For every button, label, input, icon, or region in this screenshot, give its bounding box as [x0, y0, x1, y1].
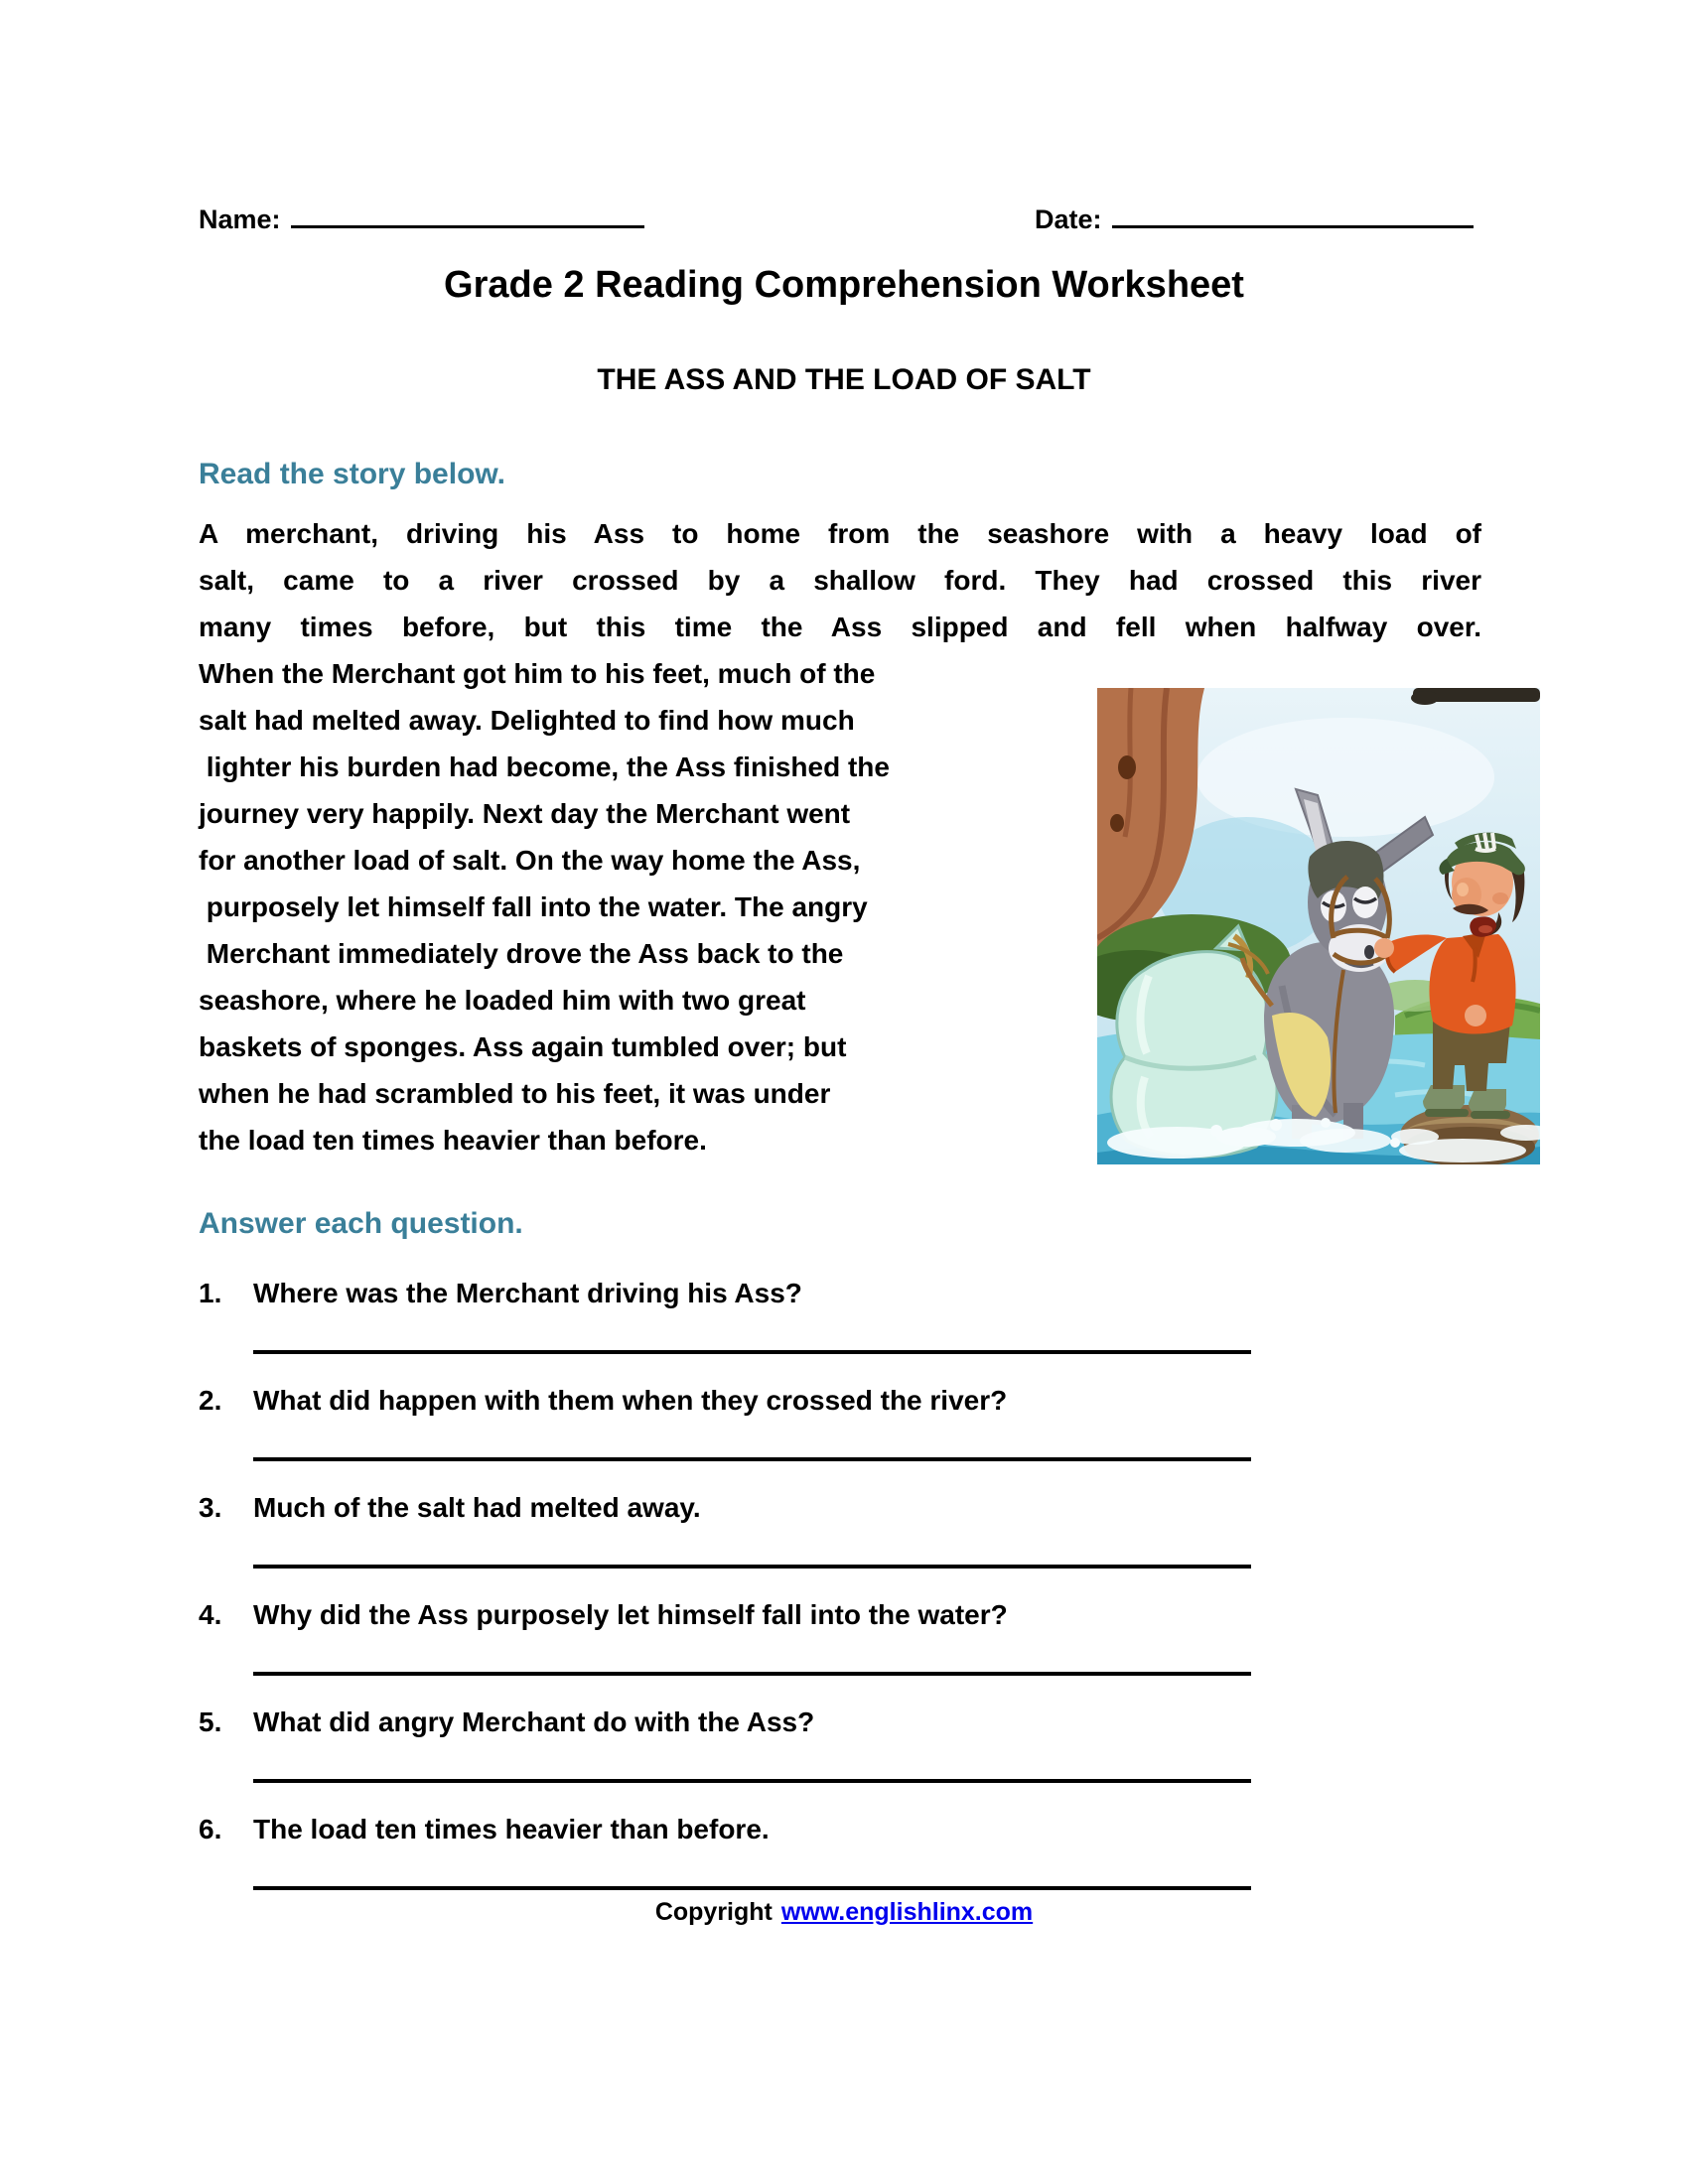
story-line: salt, came to a river crossed by a shallow ford. They had crossed this river	[199, 565, 1481, 596]
story-lines-full	[199, 510, 1481, 650]
story-line: for another load of salt. On the way home the Ass,	[199, 845, 861, 876]
question-item	[199, 1381, 1481, 1488]
read-story-instruction: Read the story below.	[199, 458, 505, 490]
answer-line	[253, 1672, 1251, 1676]
answer-questions-instruction: Answer each question.	[199, 1207, 523, 1240]
questions-list	[199, 1274, 1481, 1917]
question-number: 1.	[199, 1278, 222, 1308]
story-line: salt had melted away. Delighted to find how much	[199, 705, 855, 736]
name-field	[199, 202, 644, 235]
question-number: 6.	[199, 1814, 222, 1844]
story-line: lighter his burden had become, the Ass finished the	[199, 751, 890, 782]
copyright-label: Copyright	[654, 1898, 773, 1926]
footer	[0, 1898, 1688, 1927]
story-line: baskets of sponges. Ass again tumbled over; but	[199, 1031, 847, 1062]
date-blank-line	[1112, 202, 1474, 228]
question-number: 2.	[199, 1385, 222, 1416]
question-text: The load ten times heavier than before.	[253, 1814, 770, 1844]
answer-line	[253, 1565, 1251, 1569]
answer-line	[253, 1350, 1251, 1354]
answer-line	[253, 1886, 1251, 1890]
question-text: What did happen with them when they crossed the river?	[253, 1385, 1008, 1416]
story-line: A merchant, driving his Ass to home from the seashore with a heavy load of	[199, 518, 1481, 549]
copyright-link[interactable]: www.englishlinx.com	[780, 1898, 1034, 1926]
question-item	[199, 1488, 1481, 1595]
story-line: seashore, where he loaded him with two great	[199, 985, 806, 1016]
question-number: 3.	[199, 1492, 222, 1523]
header	[199, 202, 1481, 245]
date-label: Date:	[1035, 205, 1102, 234]
question-text: Where was the Merchant driving his Ass?	[253, 1278, 802, 1308]
story-title: THE ASS AND THE LOAD OF SALT	[597, 363, 1091, 396]
story-line: when he had scrambled to his feet, it was under	[199, 1078, 831, 1109]
story-line: When the Merchant got him to his feet, much of the	[199, 658, 876, 689]
page-title: Grade 2 Reading Comprehension Worksheet	[444, 264, 1244, 306]
name-blank-line	[291, 202, 644, 228]
question-item	[199, 1595, 1481, 1703]
question-number: 5.	[199, 1706, 222, 1737]
story-line: purposely let himself fall into the water. The angry	[199, 891, 868, 922]
story-line: Merchant immediately drove the Ass back to the	[199, 938, 844, 969]
question-item	[199, 1274, 1481, 1381]
date-field	[1035, 202, 1474, 235]
hat-buckle	[1476, 833, 1495, 851]
story-line: the load ten times heavier than before.	[199, 1125, 707, 1156]
answer-line	[253, 1457, 1251, 1461]
question-text: Much of the salt had melted away.	[253, 1492, 701, 1523]
story-line: many times before, but this time the Ass slipped and fell when halfway over.	[199, 612, 1481, 642]
question-text: What did angry Merchant do with the Ass?	[253, 1706, 815, 1737]
name-label: Name:	[199, 205, 281, 234]
story-line: journey very happily. Next day the Merchant went	[199, 798, 851, 829]
question-number: 4.	[199, 1599, 222, 1630]
question-text: Why did the Ass purposely let himself fall into the water?	[253, 1599, 1008, 1630]
story-illustration	[1097, 688, 1540, 1164]
answer-line	[253, 1779, 1251, 1783]
question-item	[199, 1703, 1481, 1810]
